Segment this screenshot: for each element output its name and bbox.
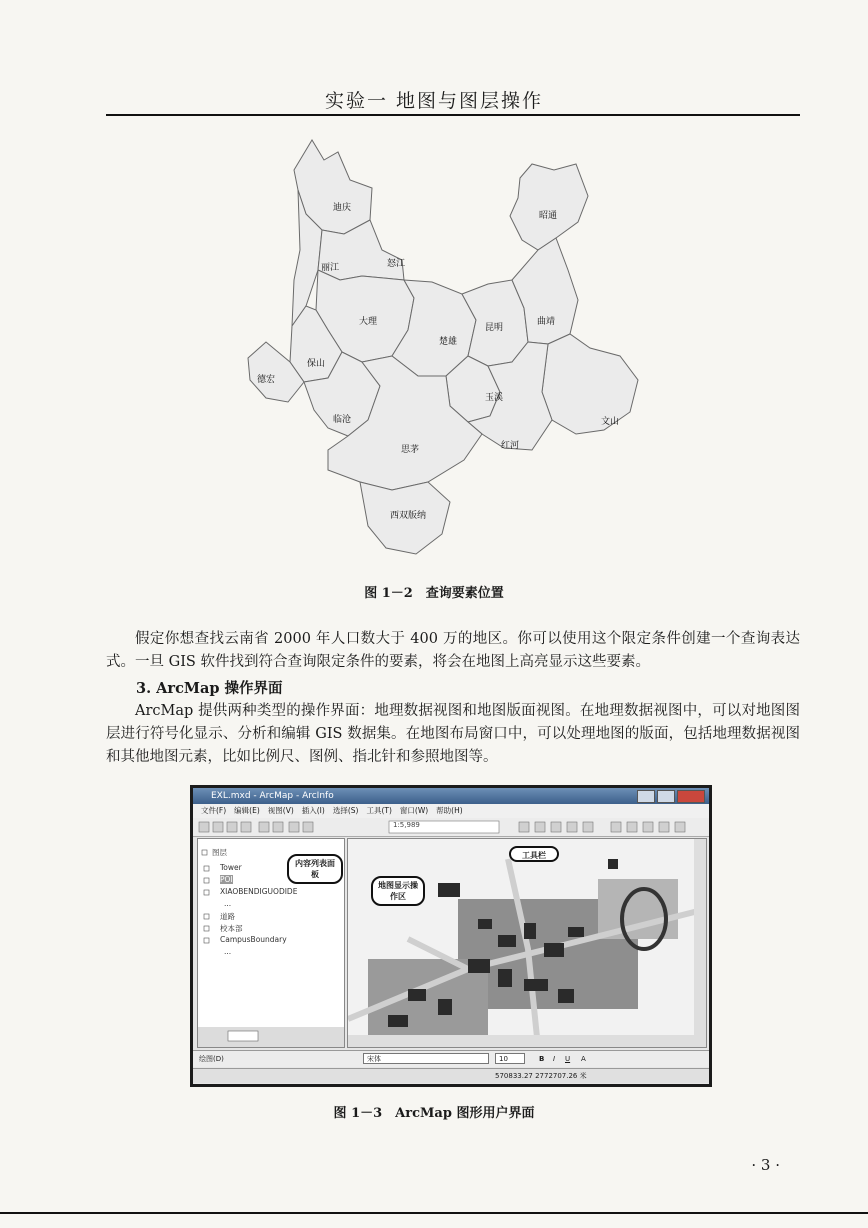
- toc-layer-tower[interactable]: Tower: [220, 863, 242, 872]
- map-label-dehong: 德宏: [256, 375, 276, 385]
- bold-button[interactable]: B: [539, 1055, 545, 1063]
- map-label-lijiang: 丽江: [320, 263, 340, 273]
- map-label-diqing: 迪庆: [332, 203, 352, 213]
- map-label-simao: 思茅: [400, 445, 420, 455]
- paragraph-query: 假定你想查找云南省 2000 年人口数大于 400 万的地区。你可以使用这个限定条件创建一个查询表达式。一旦 GIS 软件找到符合查询限定条件的要素，将会在地图上高亮显示这些要素。: [106, 631, 800, 670]
- callout-toc: 内容列表面板: [287, 854, 343, 884]
- map-label-wenshan: 文山: [600, 417, 620, 427]
- map-label-honghe: 红河: [500, 441, 520, 451]
- italic-button[interactable]: I: [553, 1055, 556, 1063]
- window-title: EXL.mxd - ArcMap - ArcInfo: [211, 791, 334, 801]
- menu-window[interactable]: 窗口(W): [399, 806, 429, 815]
- figure-caption-1-2: 图 1－2 查询要素位置: [364, 586, 504, 601]
- toc-layer-symbol-2: ...: [224, 947, 232, 956]
- menu-insert[interactable]: 插入(I): [301, 806, 325, 815]
- toc-layers[interactable]: 图层: [212, 848, 227, 857]
- map-label-chuxiong: 楚雄: [438, 337, 458, 347]
- map-label-qujing: 曲靖: [536, 317, 556, 327]
- map-label-xishuangbanna: 西双版纳: [389, 511, 427, 521]
- region-zhaotong: [510, 164, 588, 250]
- menu-view[interactable]: 视图(V): [267, 806, 294, 815]
- drawing-menu[interactable]: 绘图(D): [199, 1055, 224, 1063]
- map-display-area[interactable]: [347, 838, 707, 1048]
- toc-layer-symbol: ...: [224, 899, 232, 908]
- paragraph-arcmap: ArcMap 提供两种类型的操作界面：地理数据视图和地图版面视图。在地理数据视图中，可以对地图图层进行符号化显示、分析和编辑 GIS 数据集。在地图布局窗口中，可以处理地图的版面，包括地理数据视图和其他地图元素，比如比例尺、图例、指北针和参照地图等。: [106, 703, 800, 765]
- map-label-dali: 大理: [358, 317, 378, 327]
- figure-caption-1-3: 图 1－3 ArcMap 图形用户界面: [333, 1106, 535, 1121]
- callout-toolbar: 工具栏: [509, 846, 559, 862]
- toc-layer-poi[interactable]: POI: [220, 875, 233, 884]
- menu-bar: [193, 804, 709, 818]
- header-rule: [106, 114, 800, 116]
- scale-box[interactable]: 1:5,989: [393, 821, 420, 829]
- font-name-box[interactable]: 宋体: [363, 1053, 489, 1064]
- minimize-button[interactable]: [637, 790, 655, 803]
- callout-display: 地图显示操作区: [371, 876, 425, 906]
- region-wenshan: [542, 334, 638, 434]
- coordinate-readout: 570833.27 2772707.26 米: [495, 1072, 587, 1080]
- drawing-toolbar: [193, 1050, 709, 1067]
- font-size-box[interactable]: 10: [495, 1053, 525, 1064]
- map-label-lincang: 临沧: [332, 415, 352, 425]
- map-label-yuxi: 玉溪: [484, 393, 504, 403]
- menu-select[interactable]: 选择(S): [332, 806, 359, 815]
- map-label-nujiang: 怒江: [386, 259, 406, 269]
- menu-help[interactable]: 帮助(H): [436, 806, 463, 815]
- map-label-baoshan: 保山: [306, 359, 326, 369]
- status-bar: [193, 1068, 709, 1083]
- menu-file[interactable]: 文件(F): [201, 806, 227, 815]
- arcmap-screenshot: [190, 785, 712, 1087]
- menu-edit[interactable]: 编辑(E): [234, 806, 260, 815]
- toc-layer-xiaobendiguo[interactable]: XIAOBENDIGUODIDE: [220, 887, 298, 896]
- yunnan-map: [232, 130, 672, 560]
- toc-layer-road[interactable]: 道路: [220, 912, 235, 921]
- font-color-button[interactable]: A: [581, 1055, 586, 1063]
- page-number: · 3 ·: [751, 1156, 780, 1174]
- toc-layer-campus[interactable]: 校本部: [220, 924, 243, 933]
- maximize-button[interactable]: [657, 790, 675, 803]
- standard-toolbar: [193, 818, 709, 837]
- bottom-rule: [0, 1212, 868, 1214]
- underline-button[interactable]: U: [565, 1055, 571, 1063]
- window-titlebar: [193, 788, 709, 804]
- map-label-kunming: 昆明: [484, 323, 504, 333]
- running-header: 实验一 地图与图层操作: [324, 90, 544, 112]
- map-label-zhaotong: 昭通: [538, 211, 558, 221]
- close-button[interactable]: [677, 790, 705, 803]
- menu-tools[interactable]: 工具(T): [366, 806, 392, 815]
- section-heading: 3. ArcMap 操作界面: [136, 680, 283, 697]
- toc-layer-campusboundary[interactable]: CampusBoundary: [220, 935, 287, 944]
